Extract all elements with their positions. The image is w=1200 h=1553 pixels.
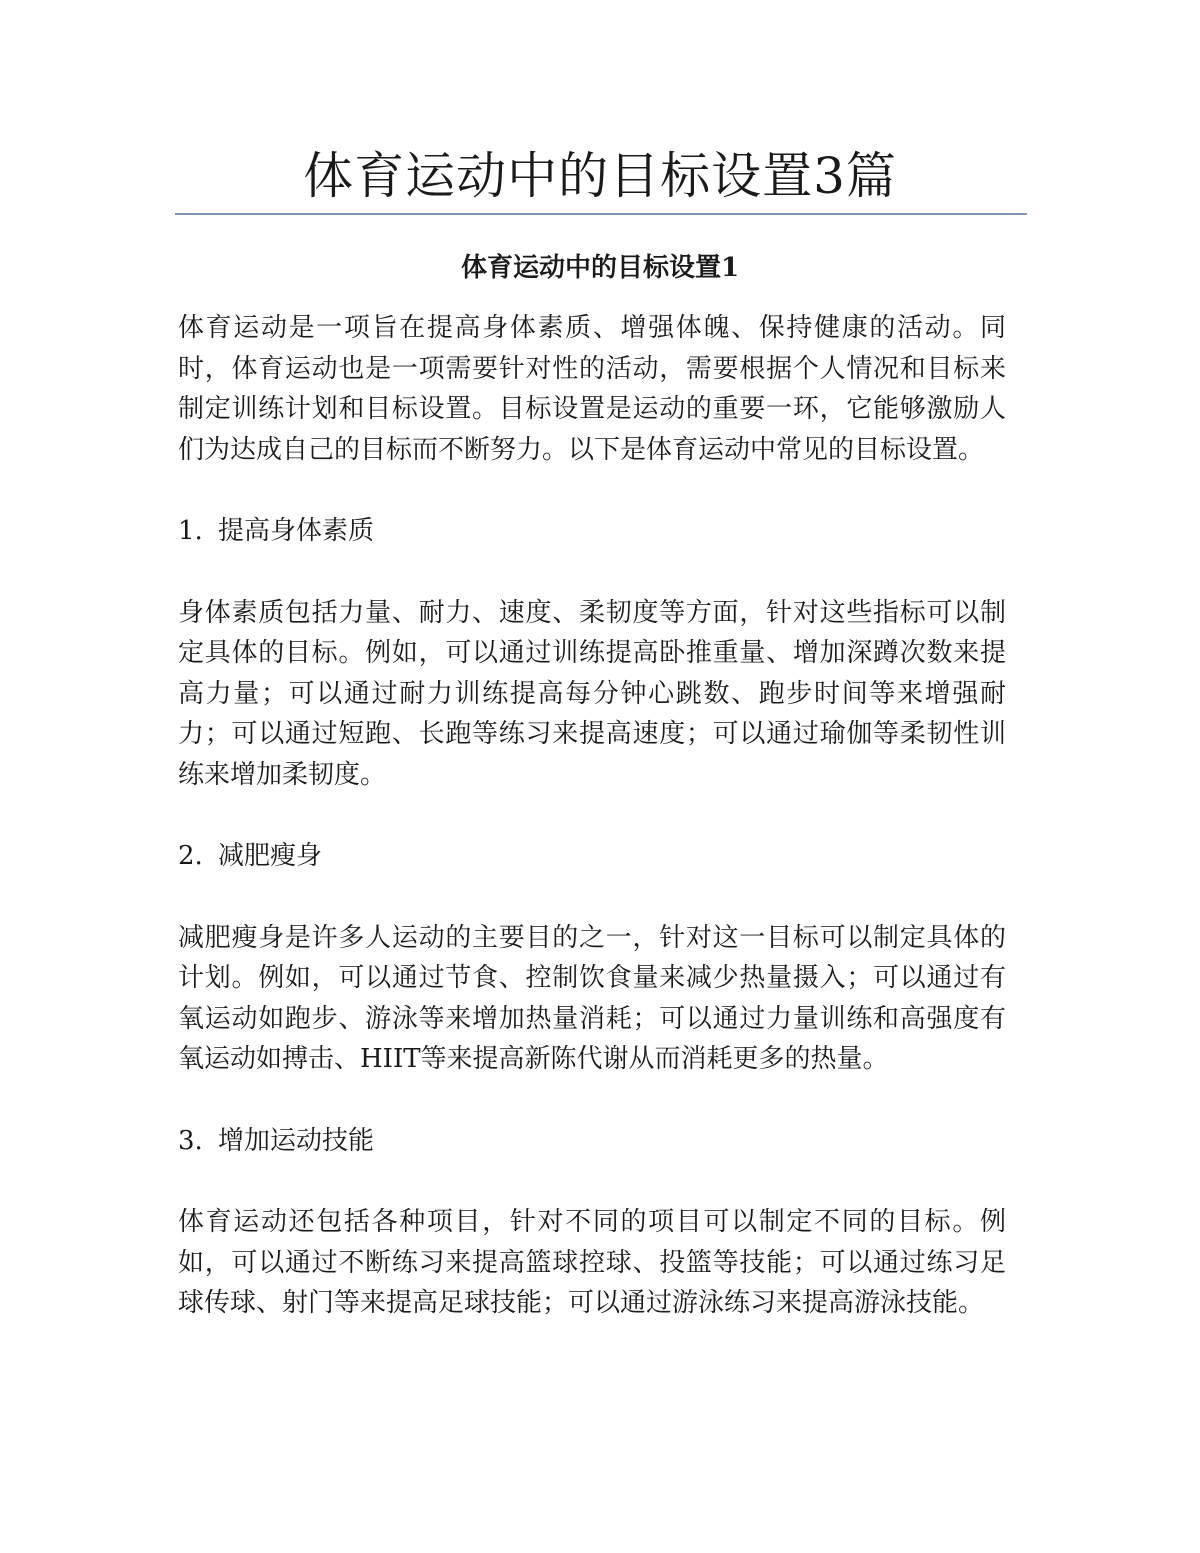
intro-paragraph: 体育运动是一项旨在提高身体素质、增强体魄、保持健康的活动。同时，体育运动也是一项需要针对性的活动，需要根据个人情况和目标来制定训练计划和目标设置。目标设置是运动的重要一环，它能够激励人们为达成自己的目标而不断努力。以下是体育运动中常见的目标设置。 [178, 313, 1006, 465]
item-heading-1 [178, 511, 1006, 552]
title-underline [175, 213, 1027, 215]
item-number: 1. [178, 516, 203, 546]
item-heading-2 [178, 836, 1006, 877]
item-number: 3. [178, 1125, 203, 1156]
item-paragraph-1: 身体素质包括力量、耐力、速度、柔韧度等方面，针对这些指标可以制定具体的目标。例如，可以通过训练提高卧推重量、增加深蹲次数来提高力量；可以通过耐力训练提高每分钟心跳数、跑步时间等来增强耐力；可以通过短跑、长跑等练习来提高速度；可以通过瑜伽等柔韧性训练来增加柔韧度。 [178, 597, 1006, 790]
item-number: 2. [178, 841, 203, 871]
item-heading-text: 增加运动技能 [218, 1125, 375, 1156]
item-paragraph-2: 减肥瘦身是许多人运动的主要目的之一，针对这一目标可以制定具体的计划。例如，可以通过节食、控制饮食量来减少热量摄入；可以通过有氧运动如跑步、游泳等来增加热量消耗；可以通过力量训练和高强度有氧运动如搏击、HIIT等来提高新陈代谢从而消耗更多的热量。 [178, 922, 1006, 1074]
section-heading: 体育运动中的目标设置1 [460, 253, 740, 283]
document-title: 体育运动中的目标设置3篇 [303, 147, 897, 205]
item-heading-text: 提高身体素质 [218, 516, 375, 546]
document-body [178, 308, 1006, 1365]
item-heading-text: 减肥瘦身 [218, 841, 323, 871]
item-paragraph-3: 体育运动还包括各种项目，针对不同的项目可以制定不同的目标。例如，可以通过不断练习来提高篮球控球、投篮等技能；可以通过练习足球传球、射门等来提高足球技能；可以通过游泳练习来提高游泳技能。 [178, 1207, 1006, 1318]
item-heading-3 [178, 1121, 1006, 1162]
